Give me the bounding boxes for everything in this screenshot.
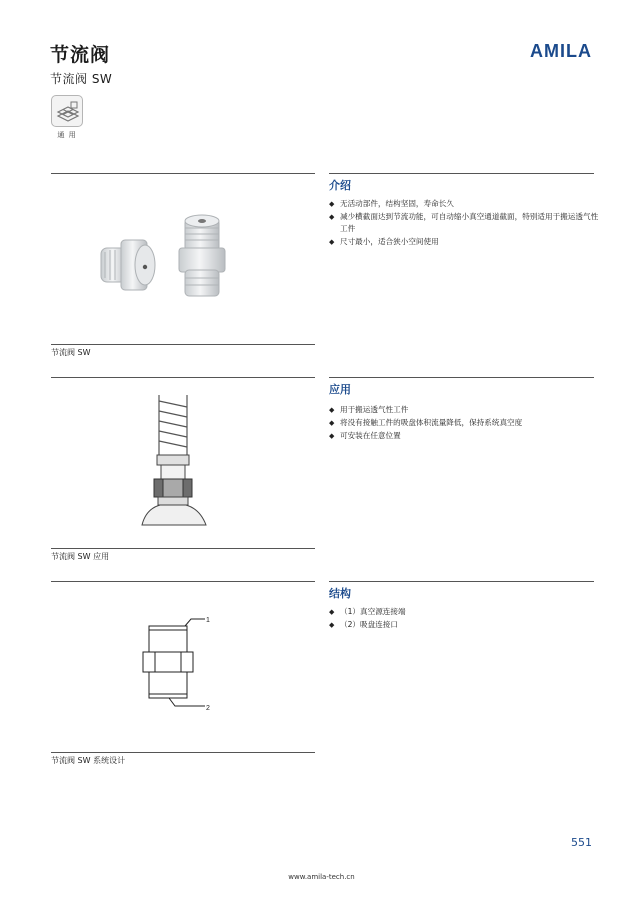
figure-caption: 节流阀 SW 系统设计 xyxy=(51,756,126,765)
list-item: ◆ （1）真空源连接端 xyxy=(329,606,599,618)
divider xyxy=(329,377,594,378)
brand-logo: AMILA xyxy=(530,41,592,61)
figure-caption: 节流阀 SW 应用 xyxy=(51,552,110,561)
figure-caption: 节流阀 SW xyxy=(51,348,91,357)
list-item: ◆ 无活动部件，结构坚固，寿命长久 xyxy=(329,198,599,210)
page-title: 节流阀 xyxy=(50,44,111,66)
general-use-icon xyxy=(51,95,83,127)
callout-2: 2 xyxy=(206,705,210,712)
category-label: 通 用 xyxy=(57,131,77,139)
list-item: ◆ 用于搬运透气性工件 xyxy=(329,404,599,416)
structure-list xyxy=(329,606,599,632)
divider xyxy=(51,173,315,174)
callout-1: 1 xyxy=(206,617,210,624)
divider xyxy=(51,377,315,378)
divider xyxy=(51,548,315,549)
structure-heading: 结构 xyxy=(329,587,351,600)
divider xyxy=(51,344,315,345)
divider xyxy=(329,173,594,174)
footer-url[interactable]: www.amila-tech.cn xyxy=(288,873,355,881)
divider xyxy=(51,752,315,753)
list-item: ◆ （2）吸盘连接口 xyxy=(329,619,599,631)
divider xyxy=(51,581,315,582)
product-photo xyxy=(95,210,245,310)
application-heading: 应用 xyxy=(329,383,351,396)
page-subtitle: 节流阀 SW xyxy=(50,72,113,86)
list-item: ◆ 减少横截面达到节流功能，可自动缩小真空通道截面，特别适用于搬运透气性工件 xyxy=(329,211,599,235)
application-illustration xyxy=(130,393,220,533)
intro-list xyxy=(329,198,599,249)
list-item: ◆ 将没有接触工件的吸盘体积流量降低，保持系统真空度 xyxy=(329,417,599,429)
application-list xyxy=(329,404,599,443)
list-item: ◆ 可安装在任意位置 xyxy=(329,430,599,442)
intro-heading: 介绍 xyxy=(329,179,351,192)
list-item: ◆ 尺寸最小，适合狭小空间使用 xyxy=(329,236,599,248)
structure-drawing xyxy=(135,610,215,715)
page-number: 551 xyxy=(571,836,592,849)
divider xyxy=(329,581,594,582)
